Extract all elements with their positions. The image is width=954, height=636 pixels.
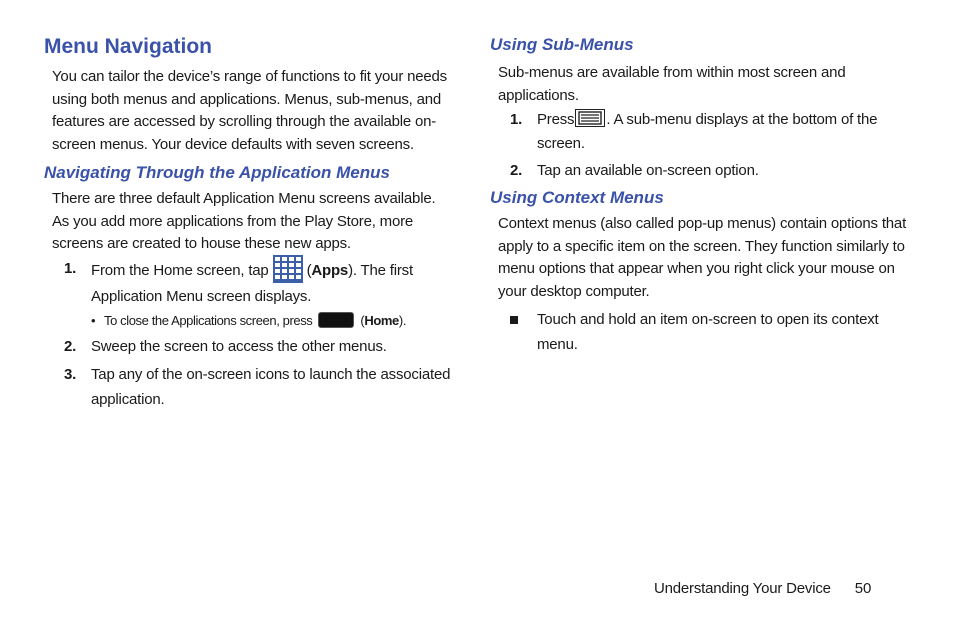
app-menus-paragraph: There are three default Application Menu screens available. As you add more applications from the Play Store, more screens are created to house these new apps. [52,190,436,252]
page-number: 50 [854,580,872,597]
context-menus-paragraph: Context menus (also called pop-up menus) contain options that apply to a specific item on the screen. They function similarly to menu options that appear when you right click your mouse on your desktop computer. [498,215,907,300]
step-number: 2. [64,337,77,355]
bullet-dot: • [91,312,96,328]
intro-paragraph: You can tailor the device’s range of functions to fit your needs using both menus and applications. Menus, sub-menus, and features are accessed by scrolling through the available on-screen menus. Your device defaults with seven screens. [52,68,447,153]
step-number: 2. [510,162,523,179]
home-key-icon [318,312,354,328]
context-bullet [490,307,910,357]
sub-step-2 [490,159,910,183]
page-footer [654,578,871,600]
bullet-text: Touch and hold an item on-screen to open its context menu. [537,311,879,353]
step-text-pre: From the Home screen, tap [91,261,269,279]
sub-bullet-close-apps: • To close the Applications screen, press (Home). [44,311,454,331]
step-number: 1. [510,111,523,128]
apps-grid-icon [273,255,303,283]
left-column [44,34,454,412]
page-title: Menu Navigation [44,35,213,58]
sub-menus-paragraph: Sub-menus are available from within most screen and applications. [498,64,846,104]
section-title-context-menus: Using Context Menus [490,188,664,207]
step-text-pre: Press [537,111,575,128]
apps-label: Apps [311,261,349,279]
sub-bullet-text-pre: To close the Applications screen, press [104,312,313,328]
sub-step-1 [490,108,910,156]
step-number: 3. [64,365,77,383]
section-title-sub-menus: Using Sub-Menus [490,35,634,54]
step-text: Sweep the screen to access the other menus. [91,337,387,355]
step-3 [44,362,454,412]
step-text: Tap any of the on-screen icons to launch the associated application. [91,365,451,408]
square-bullet-icon [510,316,518,324]
step-2 [44,335,454,359]
menu-key-icon [575,109,605,127]
sub-bullet-text-post: ). [398,312,407,328]
footer-section: Understanding Your Device [654,580,831,597]
step-number: 1. [64,259,77,277]
step-1: 1. From the Home screen, tap (Apps). The first Application Menu screen displays. [44,257,454,309]
step-text-post: ). The first Application Menu screen displays. [91,261,413,305]
section-title-app-menus: Navigating Through the Application Menus [44,163,390,182]
home-label: Home [364,312,399,328]
step-text: Tap an available on-screen option. [537,162,759,179]
right-column [490,34,910,357]
step-text-post: . A sub-menu displays at the bottom of the screen. [537,111,878,152]
